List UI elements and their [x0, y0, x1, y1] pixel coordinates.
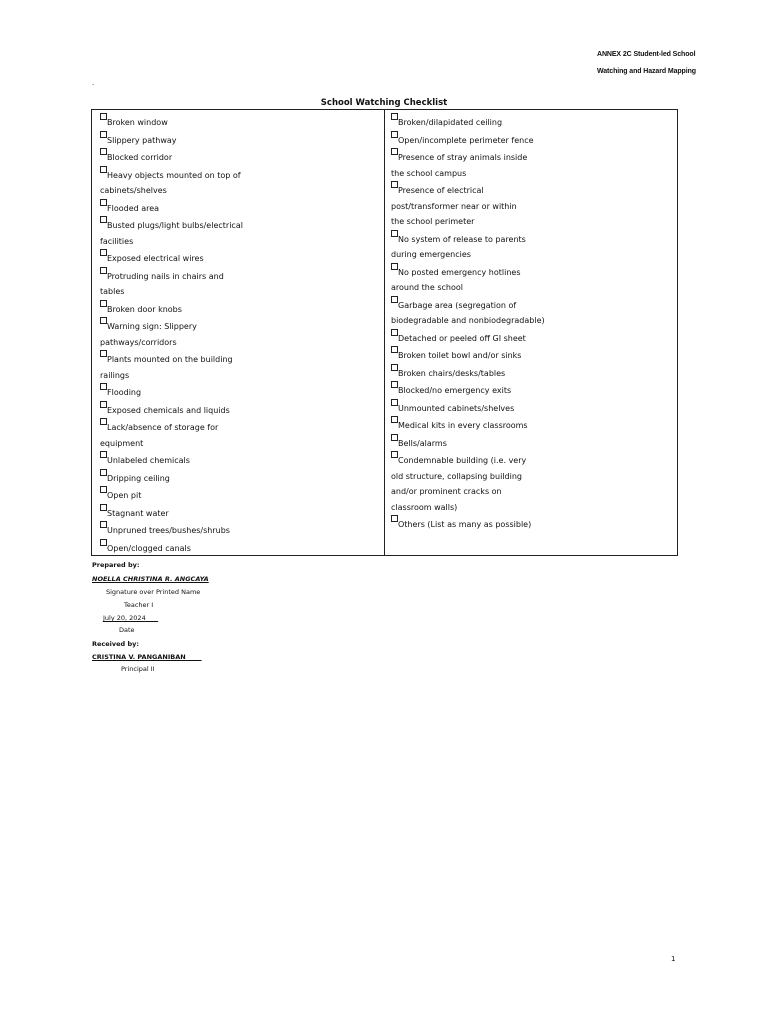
checklist-item-text: Heavy objects mounted on top of [107, 170, 241, 180]
checkbox-icon[interactable] [100, 249, 107, 256]
checklist-item-text: equipment [100, 438, 144, 448]
checklist-item-text: Broken/dilapidated ceiling [398, 118, 503, 127]
checkbox-icon[interactable] [100, 469, 107, 476]
checkbox-icon[interactable] [100, 486, 107, 493]
checklist-item [100, 216, 384, 234]
checkbox-icon[interactable] [100, 383, 107, 390]
annex-line-2: Watching and Hazard Mapping [597, 68, 696, 75]
checkbox-icon[interactable] [100, 350, 107, 357]
right-column [385, 110, 677, 555]
checklist-item [391, 515, 677, 533]
checkbox-icon[interactable] [391, 263, 398, 270]
checklist-item [100, 199, 384, 217]
checklist-item-text: tables [100, 287, 125, 296]
checkbox-icon[interactable] [100, 267, 107, 274]
checklist-item-text: Blocked corridor [107, 153, 173, 162]
checklist-item-text: No posted emergency hotlines [398, 267, 521, 277]
checkbox-icon[interactable] [100, 300, 107, 307]
checklist-item [100, 113, 384, 131]
checklist-item [391, 364, 677, 382]
checklist-item-text: during emergencies [391, 250, 471, 259]
received-by-name: CRISTINA V. PANGANIBAN [92, 653, 186, 661]
checklist-item [100, 418, 384, 436]
checklist-item-text: Warning sign: Slippery [107, 322, 197, 331]
checklist-item [100, 469, 384, 487]
checklist-item [100, 166, 384, 184]
checklist-item-text: Medical kits in every classrooms [398, 421, 528, 430]
checkbox-icon[interactable] [100, 539, 107, 546]
received-position: Principal II [121, 665, 155, 673]
checklist-item [100, 267, 384, 285]
checkbox-icon[interactable] [391, 399, 398, 406]
checklist-item-continuation [391, 280, 677, 296]
checklist-item-text: Broken window [107, 118, 168, 127]
checkbox-icon[interactable] [100, 504, 107, 511]
checklist-item-continuation [100, 234, 384, 250]
checklist-item-text: Garbage area (segregation of [398, 300, 517, 310]
date-label: Date [119, 626, 135, 634]
checkbox-icon[interactable] [100, 317, 107, 324]
checklist-item-text: the school campus [391, 168, 467, 178]
checklist-item-text: old structure, collapsing building [391, 471, 522, 481]
checklist-item [100, 451, 384, 469]
checkbox-icon[interactable] [391, 451, 398, 458]
checkbox-icon[interactable] [391, 381, 398, 388]
checkbox-icon[interactable] [391, 148, 398, 155]
checklist-item [100, 539, 384, 556]
checklist-item-text: Broken door knobs [107, 304, 182, 314]
stray-dot: . [92, 79, 95, 87]
checklist-item-continuation [391, 500, 677, 516]
checklist-item [100, 521, 384, 539]
checklist-item [391, 434, 677, 452]
checklist-item-text: Unpruned trees/bushes/shrubs [107, 526, 230, 535]
checklist-item [100, 300, 384, 318]
checklist-item-text: Bells/alarms [398, 438, 447, 448]
checklist-item-text: Open/clogged canals [107, 543, 191, 553]
checklist-title: School Watching Checklist [320, 98, 448, 108]
prepared-by-label: Prepared by: [92, 561, 140, 569]
checklist-item-continuation [100, 335, 384, 351]
checklist-item [391, 131, 677, 149]
checklist-item [100, 131, 384, 149]
checklist-item-continuation [391, 214, 677, 230]
checklist-item-text: Presence of electrical [398, 186, 484, 195]
checklist-item-text: Detached or peeled off GI sheet [398, 333, 526, 343]
checklist-item-continuation [391, 199, 677, 215]
checklist-item-text: Unlabeled chemicals [107, 456, 190, 465]
checklist-item [391, 329, 677, 347]
checklist-item-text: Blocked/no emergency exits [398, 386, 512, 395]
checkbox-icon[interactable] [100, 148, 107, 155]
checkbox-icon[interactable] [100, 451, 107, 458]
checklist-table [91, 109, 678, 556]
checkbox-icon[interactable] [391, 515, 398, 522]
checklist-item [100, 486, 384, 504]
checklist-item-continuation [100, 183, 384, 199]
page-number: 1 [671, 955, 676, 963]
checklist-item-text: the school perimeter [391, 217, 475, 226]
checklist-item-text: Flooding [107, 388, 142, 397]
checkbox-icon[interactable] [391, 434, 398, 441]
checkbox-icon[interactable] [391, 181, 398, 188]
checklist-item-text: Broken chairs/desks/tables [398, 368, 506, 378]
checklist-item [100, 383, 384, 401]
checklist-item-text: Unmounted cabinets/shelves [398, 403, 515, 413]
date-value: July 20, 2024 [103, 614, 146, 622]
checklist-item-continuation [100, 284, 384, 300]
checklist-item-text: and/or prominent cracks on [391, 487, 502, 496]
checklist-item-text: railings [100, 370, 130, 380]
checkbox-icon[interactable] [100, 418, 107, 425]
checkbox-icon[interactable] [391, 416, 398, 423]
checklist-item-text: Broken toilet bowl and/or sinks [398, 351, 522, 360]
checklist-item-text: Stagnant water [107, 508, 169, 518]
checklist-item-text: Dripping ceiling [107, 473, 170, 483]
checklist-item [391, 148, 677, 166]
checkbox-icon[interactable] [100, 199, 107, 206]
checklist-item-continuation [391, 484, 677, 500]
checkbox-icon[interactable] [391, 364, 398, 371]
checklist-item [391, 451, 677, 469]
checkbox-icon[interactable] [391, 329, 398, 336]
checklist-item [100, 148, 384, 166]
checklist-item [100, 401, 384, 419]
checklist-item-continuation [391, 469, 677, 485]
checklist-item-text: Open pit [107, 491, 142, 500]
checklist-item-continuation [391, 313, 677, 329]
checkbox-icon[interactable] [391, 296, 398, 303]
checklist-item-text: Exposed electrical wires [107, 254, 204, 263]
checklist-item [100, 249, 384, 267]
checklist-item [100, 350, 384, 368]
checkbox-icon[interactable] [100, 113, 107, 120]
checklist-item-text: Open/incomplete perimeter fence [398, 135, 534, 145]
checklist-item-text: biodegradable and nonbiodegradable) [391, 316, 545, 325]
checklist-item [391, 416, 677, 434]
prepared-by-name: NOELLA CHRISTINA R. ANGCAYA [92, 575, 209, 583]
checklist-item [391, 113, 677, 131]
checkbox-icon[interactable] [100, 401, 107, 408]
checklist-item-text: Busted plugs/light bulbs/electrical [107, 221, 243, 230]
checklist-item-text: Condemnable building (i.e. very [398, 456, 527, 465]
checkbox-icon[interactable] [100, 521, 107, 528]
checklist-item-continuation [100, 368, 384, 384]
signature-label: Signature over Printed Name [106, 588, 201, 596]
checkbox-icon[interactable] [391, 230, 398, 237]
checklist-item-continuation [391, 166, 677, 182]
checklist-item-text: Lack/absence of storage for [107, 423, 219, 432]
checklist-item-text: Others (List as many as possible) [398, 520, 532, 529]
checklist-item-text: Flooded area [107, 203, 160, 213]
checklist-item-text: Protruding nails in chairs and [107, 271, 224, 281]
checklist-item-text: facilities [100, 236, 134, 246]
checklist-item-text: Slippery pathway [107, 135, 177, 145]
checklist-item-text: No system of release to parents [398, 234, 526, 244]
checklist-item-text: pathways/corridors [100, 337, 177, 347]
checklist-item [391, 346, 677, 364]
checkbox-icon[interactable] [391, 131, 398, 138]
checklist-item-text: around the school [391, 283, 463, 292]
checklist-item-text: classroom walls) [391, 502, 458, 512]
checklist-item [100, 317, 384, 335]
position-teacher: Teacher I [124, 601, 154, 609]
checklist-item-continuation [391, 247, 677, 263]
checkbox-icon[interactable] [100, 131, 107, 138]
checklist-item [100, 504, 384, 522]
checklist-item-text: cabinets/shelves [100, 186, 167, 195]
checklist-item-continuation [100, 436, 384, 452]
checklist-item-text: Plants mounted on the building [107, 355, 233, 364]
checklist-item-text: Exposed chemicals and liquids [107, 405, 230, 415]
checklist-item-text: Presence of stray animals inside [398, 153, 528, 162]
received-by-label: Received by: [92, 640, 139, 648]
checklist-item [391, 263, 677, 281]
left-column [92, 110, 385, 555]
checklist-item-text: post/transformer near or within [391, 201, 517, 211]
checklist-item [391, 296, 677, 314]
checkbox-icon[interactable] [100, 216, 107, 223]
checkbox-icon[interactable] [391, 346, 398, 353]
checklist-item [391, 399, 677, 417]
checklist-item [391, 381, 677, 399]
checklist-item [391, 181, 677, 199]
checklist-item [391, 230, 677, 248]
checkbox-icon[interactable] [391, 113, 398, 120]
annex-line-1: ANNEX 2C Student-led School [597, 51, 696, 58]
checkbox-icon[interactable] [100, 166, 107, 173]
